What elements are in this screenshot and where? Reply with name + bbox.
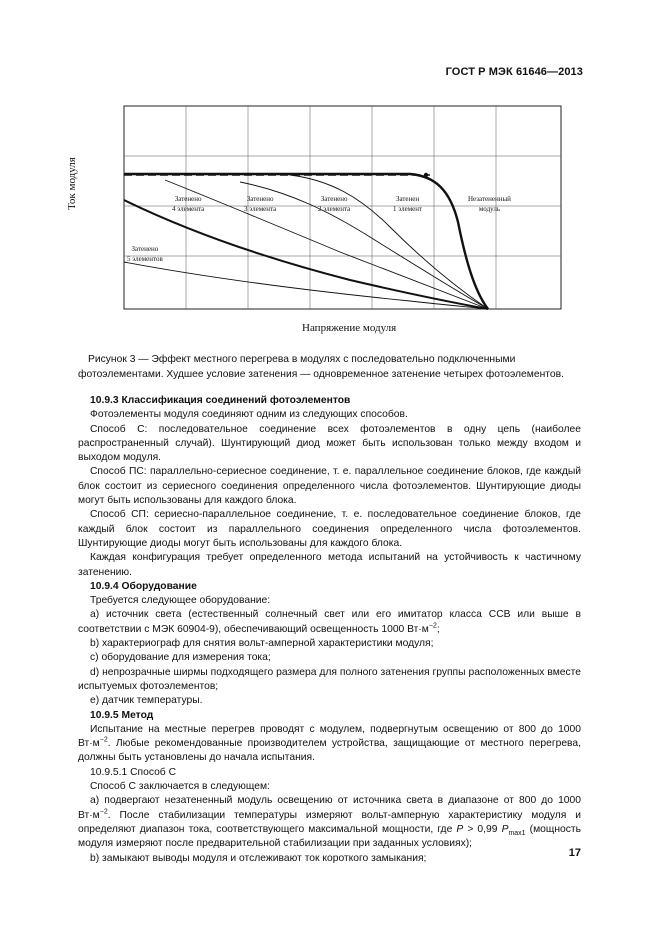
page-header: ГОСТ Р МЭК 61646—2013 xyxy=(445,66,583,78)
paragraph: Способ С заключается в следующем: xyxy=(90,781,270,793)
paragraph: Каждая конфигурация требует определенного метода испытаний на устойчивость к частичному затенению. xyxy=(78,552,581,578)
max-power-marker xyxy=(424,173,428,177)
paragraph: Испытание на местные перегрев проводят с модулем, подвергнутым освещению от 800 до 1000 $Вт\cdot м^{-2}$. Любые рекомендованные производителем устройства, защищающие от местного перегрева, должны быть установлены до начала испытания. xyxy=(78,723,581,764)
iv-curve-figure xyxy=(90,102,575,342)
paragraph: Требуется следующее оборудование: xyxy=(90,595,271,607)
label-shaded-4: Затенено 4 элемента xyxy=(172,195,205,213)
paragraph: а) подвергают незатененный модуль освещению от источника света в диапазоне от 800 до 1000 $Вт\cdot м^{-2}$. После стабилизации температуры измеряют вольт-амперную характеристику модуля и определяют диапазон тока, соответствующего максимальной мощности, где P > 0,99 $P_{max1}$ (мощность модуля измеряют после предварительной стабилизации при заданных условиях); xyxy=(78,795,581,850)
label-unshaded: Незатененный модуль xyxy=(468,195,511,213)
paragraph: 10.9.5.1 Способ С xyxy=(90,766,177,778)
paragraph: b) замыкают выводы модуля и отслеживают ток короткого замыкания; xyxy=(90,852,427,864)
label-shaded-5: Затенено 5 элементов xyxy=(127,245,163,263)
label-shaded-1: Затенен 1 элемент xyxy=(393,195,423,213)
section-heading: 10.9.5 Метод xyxy=(90,709,154,721)
section-heading: 10.9.4 Оборудование xyxy=(90,580,197,592)
label-shaded-2: Затенено 2 элемента xyxy=(318,195,351,213)
page-number: 17 xyxy=(568,847,581,859)
paragraph: е) датчик температуры. xyxy=(90,695,203,707)
paragraph: с) оборудование для измерения тока; xyxy=(90,652,271,664)
paragraph: d) непрозрачные ширмы подходящего размера для полного затенения группы расположенных вместе испытуемых фотоэлементов; xyxy=(78,666,581,692)
section-heading: 10.9.3 Классификация соединений фотоэлементов xyxy=(90,395,351,406)
paragraph: Фотоэлементы модуля соединяют одним из следующих способов. xyxy=(90,409,408,421)
paragraph: b) характериограф для снятия вольт-амперной характеристики модуля; xyxy=(90,638,434,650)
paragraph: Способ С: последовательное соединение всех фотоэлементов в одну цепь (наиболее распространенный случай). Шунтирующий диод может быть использован только между входом и выходом модуля. xyxy=(78,423,581,464)
paragraph: а) источник света (естественный солнечный свет или его имитатор класса ССВ или выше в соответствии с МЭК 60904-9), обеспечивающий освещенность 1000 $Вт\cdot м^{-2}$; xyxy=(78,609,581,635)
paragraph: Способ ПС: параллельно-сериесное соединение, т. е. параллельное соединение блоков, где каждый блок состоит из сериесного соединения определенного числа фотоэлементов. Шунтирующие диоды могут быть использованы для каждого блока. xyxy=(78,466,581,507)
x-axis-label: Напряжение модуля xyxy=(302,322,397,334)
body-text xyxy=(78,394,581,866)
figure-caption: Рисунок 3 — Эффект местного перегрева в модулях с последовательно подключенными фотоэлементами. Худшее условие затенения — одновременное затенение четырех фотоэлементов. xyxy=(78,354,564,380)
paragraph: Способ СП: сериесно-параллельное соединение, т. е. последовательное соединение блоков, где каждый блок состоит из параллельного соединения определенного числа фотоэлементов. Шунтирующие диоды могут быть использованы для каждого блока. xyxy=(78,509,581,549)
label-shaded-3: Затенено 3 элемента xyxy=(244,195,277,213)
curve-shaded-4 xyxy=(124,200,488,309)
y-axis-label: Ток модуля xyxy=(66,157,78,210)
